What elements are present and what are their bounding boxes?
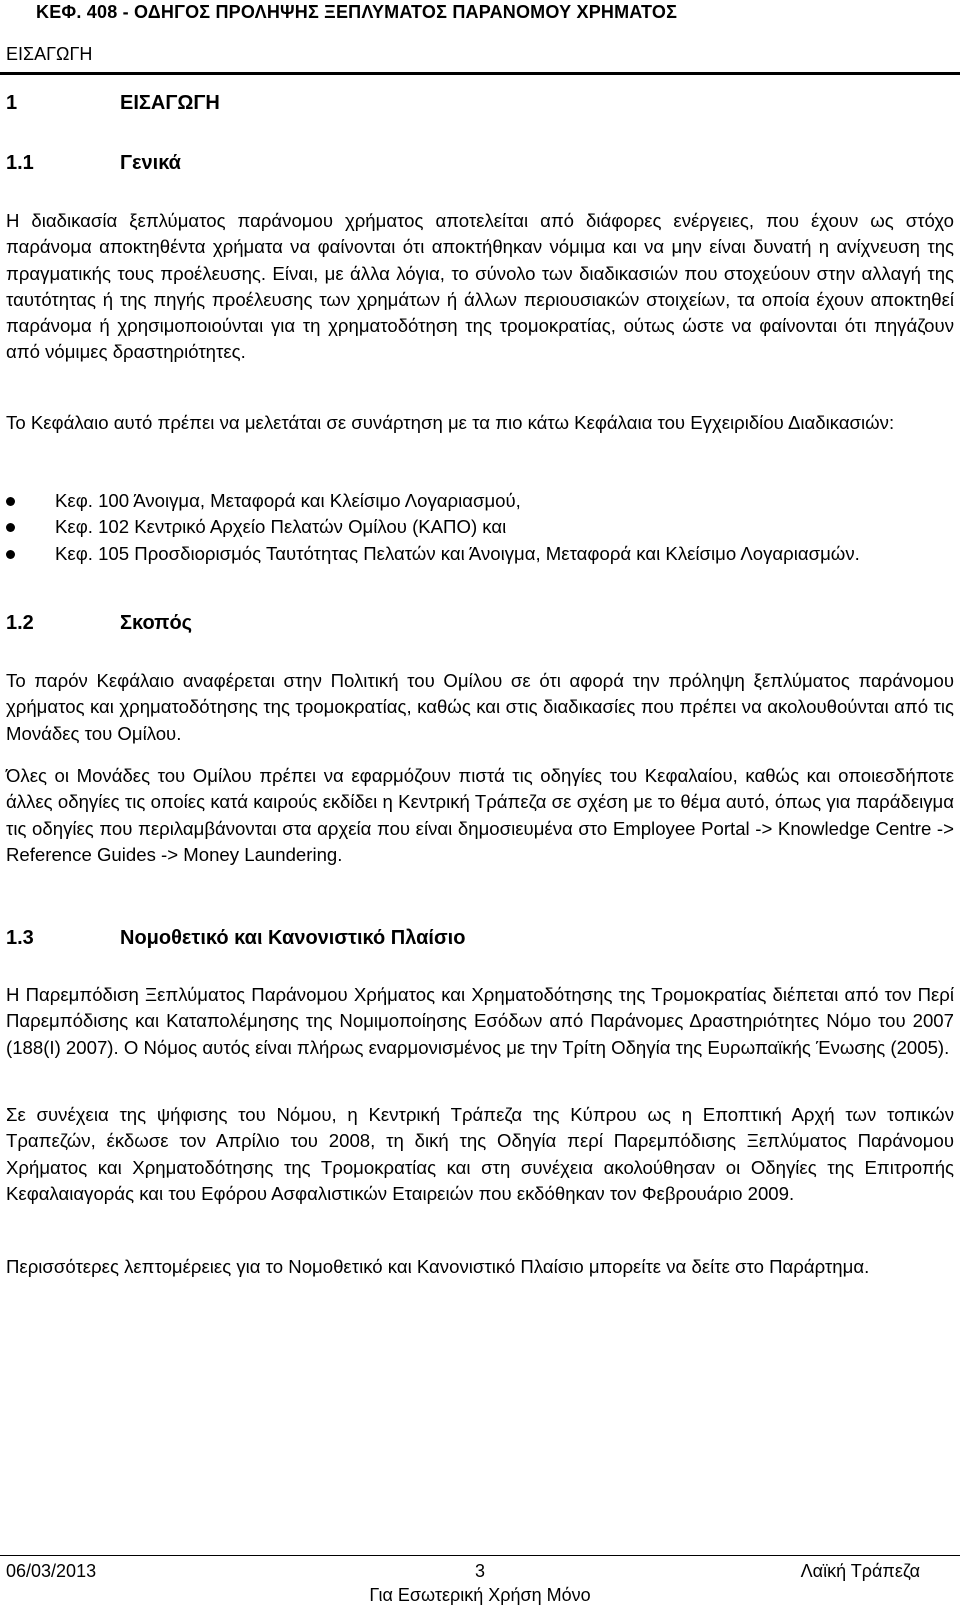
footer-confidentiality-note: Για Εσωτερική Χρήση Μόνο xyxy=(369,1585,591,1605)
related-chapters-list xyxy=(6,488,954,567)
section-title: Γενικά xyxy=(120,152,181,174)
section-1-3-heading xyxy=(6,925,465,951)
paragraph-legislation: Η Παρεμπόδιση Ξεπλύματος Παράνομου Χρήματος και Χρηματοδότησης της Τρομοκρατίας διέπεται από τον Περί Παρεμπόδισης και Καταπολέμησης της Νομιμοποίησης Εσόδων από Παράνομες Δραστηριότητες Νόμο του 2007 (188(Ι) 2007). Ο Νόμος αυτός είναι πλήρως εναρμονισμένος με την Τρίτη Οδηγία της Ευρωπαϊκής Ένωσης (2005). xyxy=(6,984,954,1058)
chapter-title: ΕΙΣΑΓΩΓΗ xyxy=(120,92,220,114)
bullet-icon xyxy=(6,523,15,532)
header-rule xyxy=(0,72,960,75)
list-item: Κεφ. 100 Άνοιγμα, Μεταφορά και Κλείσιμο Λογαριασμού, xyxy=(6,488,954,514)
list-item: Κεφ. 105 Προσδιορισμός Ταυτότητας Πελατών και Άνοιγμα, Μεταφορά και Κλείσιμο Λογαριασμών. xyxy=(6,541,954,567)
chapter-heading xyxy=(6,90,220,116)
list-item: Κεφ. 102 Κεντρικό Αρχείο Πελατών Ομίλου (ΚΑΠΟ) και xyxy=(6,514,954,540)
section-title: Νομοθετικό και Κανονιστικό Πλαίσιο xyxy=(120,927,466,949)
section-1-1-heading xyxy=(6,150,181,176)
paragraph-general-definition: Η διαδικασία ξεπλύματος παράνομου χρήματος αποτελείται από διάφορες ενέργειες, που έχουν ως στόχο παράνομα αποκτηθέντα χρήματα να φαίνονται ότι αποκτήθηκαν νόμιμα και να μην είναι δυνατή η ανίχνευση της πραγματικής τους προέλευσης. Είναι, με άλλα λόγια, το σύνολο των διαδικασιών που στοχεύουν στην αλλαγή της ταυτότητας ή της πηγής προέλευσης των χρημάτων ή άλλων περιουσιακών στοιχείων, τα οποία έχουν αποκτηθεί παράνομα ή χρησιμοποιούνται για τη χρηματοδότηση της τρομοκρατίας, ούτως ώστε να φαίνονται ότι πηγάζουν από νόμιμες δραστηριότητες. xyxy=(6,210,954,363)
bullet-icon xyxy=(6,497,15,506)
chapter-number: 1 xyxy=(6,92,18,114)
header-title: ΚΕΦ. 408 - ΟΔΗΓΟΣ ΠΡΟΛΗΨΗΣ ΞΕΠΛΥΜΑΤΟΣ ΠΑΡΑΝΟΜΟΥ ΧΡΗΜΑΤΟΣ xyxy=(36,2,678,22)
footer-rule xyxy=(0,1555,960,1556)
header-section: ΕΙΣΑΓΩΓΗ xyxy=(6,44,93,64)
bullet-icon xyxy=(6,550,15,559)
paragraph-central-bank: Σε συνέχεια της ψήφισης του Νόμου, η Κεντρική Τράπεζα της Κύπρου ως η Εποπτική Αρχή των τοπικών Τραπεζών, έκδωσε τον Απρίλιο του 2008, τη δική της Οδηγία περί Παρεμπόδισης Ξεπλύματος Παράνομου Χρήματος και Χρηματοδότησης της Τρομοκρατίας και στη συνέχεια ακολούθησαν οι Οδηγίες της Επιτροπής Κεφαλαιαγοράς και του Εφόρου Ασφαλιστικών Εταιρειών που εκδόθηκαν τον Φεβρουάριο 2009. xyxy=(6,1104,954,1204)
section-number: 1.2 xyxy=(6,612,34,634)
footer-bank-name: Λαϊκή Τράπεζα xyxy=(800,1561,920,1581)
paragraph-group-units: Όλες οι Μονάδες του Ομίλου πρέπει να εφαρμόζουν πιστά τις οδηγίες του Κεφαλαίου, καθώς και οποιεσδήποτε άλλες οδηγίες τις οποίες κατά καιρούς εκδίδει η Κεντρική Τράπεζα σε σχέση με το θέμα αυτό, όπως για παράδειγμα τις οδηγίες που περιλαμβάνονται στα αρχεία που είναι δημοσιευμένα στο Employee Portal -> Knowledge Centre -> Reference Guides -> Money Laundering. xyxy=(6,765,954,865)
footer-date: 06/03/2013 xyxy=(6,1561,97,1581)
section-1-2-heading xyxy=(6,610,192,636)
section-number: 1.3 xyxy=(6,927,34,949)
section-title: Σκοπός xyxy=(120,612,193,634)
paragraph-related-chapters: Το Κεφάλαιο αυτό πρέπει να μελετάται σε συνάρτηση με τα πιο κάτω Κεφάλαια του Εγχειριδίου Διαδικασιών: xyxy=(6,412,895,433)
paragraph-more-details: Περισσότερες λεπτομέρειες για το Νομοθετικό και Κανονιστικό Πλαίσιο μπορείτε να δείτε στο Παράρτημα. xyxy=(6,1256,870,1277)
section-number: 1.1 xyxy=(6,152,34,174)
page-number: 3 xyxy=(474,1561,485,1581)
paragraph-purpose: Το παρόν Κεφάλαιο αναφέρεται στην Πολιτική του Ομίλου σε ότι αφορά την πρόληψη ξεπλύματος παράνομου χρήματος και χρηματοδότησης της τρομοκρατίας, καθώς και στις διαδικασίες που πρέπει να ακολουθούνται από τις Μονάδες του Ομίλου. xyxy=(6,670,954,744)
